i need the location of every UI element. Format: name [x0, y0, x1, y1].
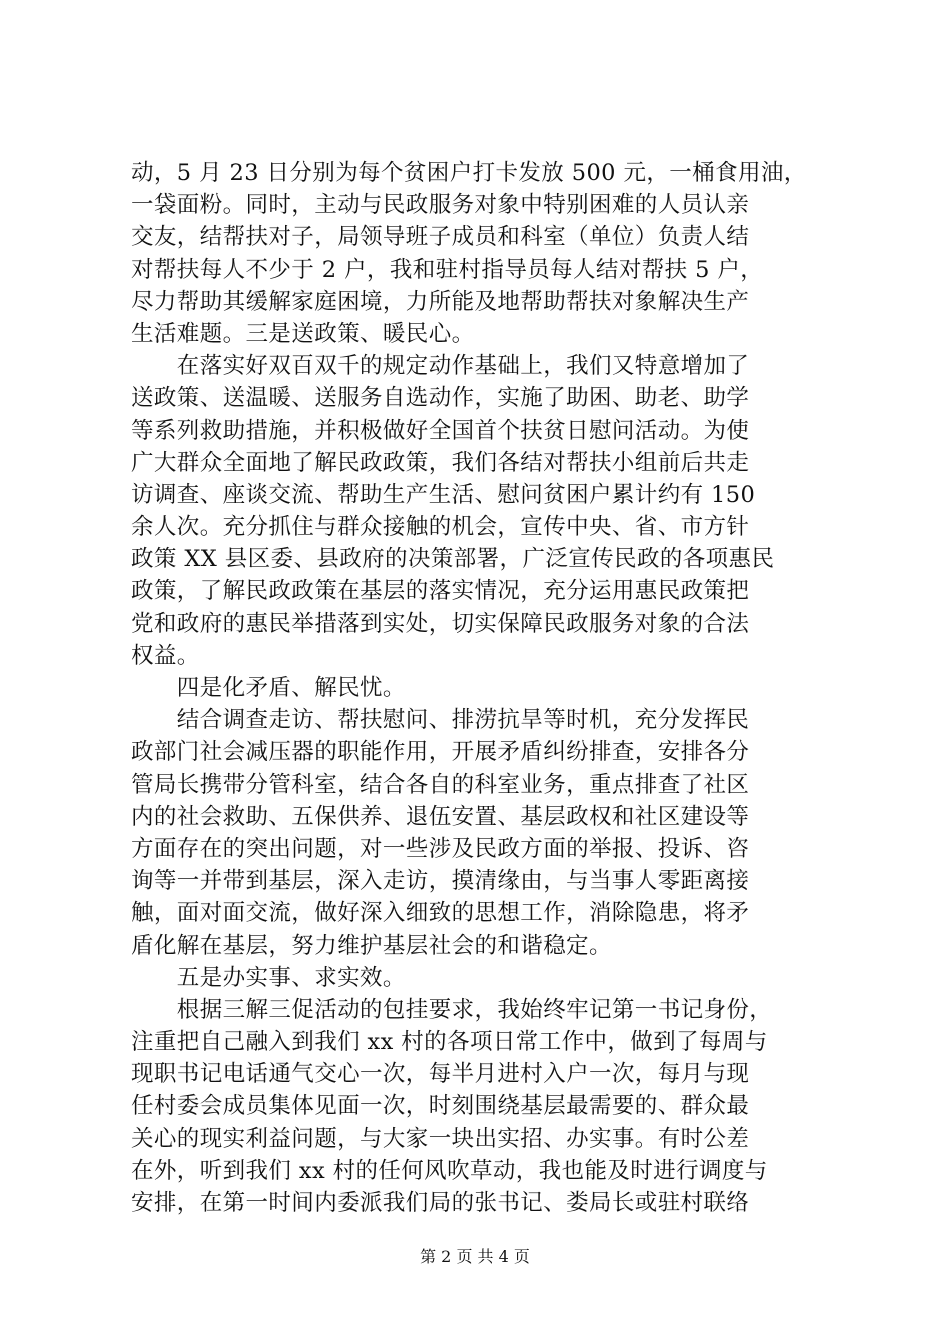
text-line: 权益。 — [131, 642, 200, 669]
text-line: 交友，结帮扶对子，局领导班子成员和科室（单位）负责人结 — [131, 224, 750, 251]
text-line: 管局长携带分管科室，结合各自的科室业务，重点排查了社区 — [131, 771, 750, 798]
text-line: 送政策、送温暖、送服务自选动作，实施了助困、助老、助学 — [131, 385, 750, 412]
text-line: 安排，在第一时间内委派我们局的张书记、娄局长或驻村联络 — [131, 1190, 750, 1216]
text-line: 政策，了解民政政策在基层的落实情况，充分运用惠民政策把 — [131, 578, 750, 605]
text-line: 等系列救助措施，并积极做好全国首个扶贫日慰问活动。为使 — [131, 417, 750, 444]
text-line: 在落实好双百双千的规定动作基础上，我们又特意增加了 — [131, 353, 750, 380]
text-line: 一袋面粉。同时，主动与民政服务对象中特别困难的人员认亲 — [131, 192, 750, 219]
section-heading: 四是化矛盾、解民忧。 — [131, 675, 406, 701]
text-line: 动，5 月 23 日分别为每个贫困户打卡发放 500 元，一桶食用油， — [131, 160, 807, 186]
text-line: 方面存在的突出问题，对一些涉及民政方面的举报、投诉、咨 — [131, 835, 750, 862]
text-line: 结合调查走访、帮扶慰问、排涝抗旱等时机，充分发挥民 — [131, 707, 750, 734]
text-line: 任村委会成员集体见面一次，时刻围绕基层最需要的、群众最 — [131, 1093, 750, 1120]
text-line: 触，面对面交流，做好深入细致的思想工作，消除隐患，将矛 — [131, 900, 750, 927]
text-line: 政策 XX 县区委、县政府的决策部署，广泛宣传民政的各项惠民 — [131, 546, 775, 573]
text-line: 内的社会救助、五保供养、退伍安置、基层政权和社区建设等 — [131, 803, 750, 830]
text-line: 现职书记电话通气交心一次，每半月进村入户一次，每月与现 — [131, 1061, 750, 1088]
page-number-footer: 第 2 页 共 4 页 — [420, 1247, 530, 1266]
text-line: 政部门社会减压器的职能作用，开展矛盾纠纷排查，安排各分 — [131, 739, 750, 766]
text-line: 余人次。充分抓住与群众接触的机会，宣传中央、省、市方针 — [131, 514, 750, 541]
text-line: 在外，听到我们 xx 村的任何风吹草动，我也能及时进行调度与 — [131, 1157, 768, 1184]
section-heading: 五是办实事、求实效。 — [131, 964, 406, 991]
text-line: 广大群众全面地了解民政政策，我们各结对帮扶小组前后共走 — [131, 449, 750, 476]
text-line: 关心的现实利益问题，与大家一块出实招、办实事。有时公差 — [131, 1125, 750, 1152]
text-line: 生活难题。三是送政策、暖民心。 — [131, 320, 475, 347]
text-line: 党和政府的惠民举措落到实处，切实保障民政服务对象的合法 — [131, 610, 750, 637]
document-body — [131, 157, 836, 1219]
text-line: 询等一并带到基层，深入走访，摸清缘由，与当事人零距离接 — [131, 868, 750, 895]
text-line: 尽力帮助其缓解家庭困境，力所能及地帮助帮扶对象解决生产 — [131, 288, 750, 315]
text-line: 盾化解在基层，努力维护基层社会的和谐稳定。 — [131, 932, 612, 959]
text-line: 根据三解三促活动的包挂要求，我始终牢记第一书记身份， — [131, 996, 773, 1023]
text-line: 注重把自己融入到我们 xx 村的各项日常工作中，做到了每周与 — [131, 1029, 768, 1056]
text-line: 访调查、座谈交流、帮助生产生活、慰问贫困户累计约有 150 — [131, 481, 756, 508]
text-line: 对帮扶每人不少于 2 户，我和驻村指导员每人结对帮扶 5 户， — [131, 256, 764, 283]
